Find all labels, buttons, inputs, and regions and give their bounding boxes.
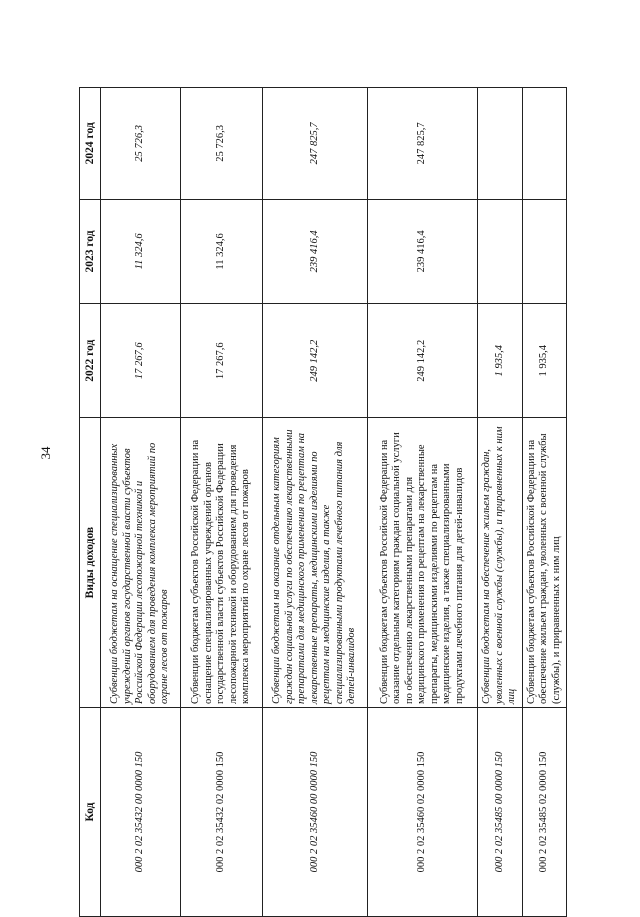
header-code: Код <box>80 707 101 916</box>
cell-2023: 239 416,4 <box>263 199 368 304</box>
cell-code: 000 2 02 35432 00 0000 150 <box>101 707 181 916</box>
table-row <box>263 88 368 917</box>
cell-code: 000 2 02 35485 02 0000 150 <box>523 707 567 916</box>
page-number: 34 <box>38 446 53 460</box>
cell-desc: Субвенции бюджетам субъектов Российской Федерации на оснащение специализированных учреждений органов государственной власти субъектов Российской Федерации лесопожарной техникой и оборудованием для проведения комплекса мероприятий по охране лесов от пожаров <box>181 418 263 708</box>
cell-code: 000 2 02 35485 00 0000 150 <box>478 707 523 916</box>
table-row <box>181 88 263 917</box>
header-2023: 2023 год <box>80 199 101 304</box>
cell-2023: 11 324,6 <box>181 199 263 304</box>
table-row <box>368 88 478 917</box>
cell-2022: 17 267,6 <box>101 304 181 418</box>
header-desc: Виды доходов <box>80 418 101 708</box>
cell-desc: Субвенции бюджетам на оснащение специализированных учреждений органов государственной власти субъектов Российской Федерации лесопожарной техникой и оборудованием для проведения комплекса мероприятий по охране лесов от пожаров <box>101 418 181 708</box>
cell-code: 000 2 02 35460 02 0000 150 <box>368 707 478 916</box>
cell-2024: 25 726,3 <box>101 88 181 200</box>
cell-2023 <box>478 199 523 304</box>
header-2022: 2022 год <box>80 304 101 418</box>
cell-code: 000 2 02 35460 00 0000 150 <box>263 707 368 916</box>
table-wrapper <box>79 87 562 917</box>
table-header-row <box>80 88 101 917</box>
cell-2024: 247 825,7 <box>368 88 478 200</box>
cell-2022: 1 935,4 <box>523 304 567 418</box>
cell-desc: Субвенции бюджетам субъектов Российской Федерации на обеспечение жильем граждан, уволенных с военной службы (службы), и приравненных к ним лиц <box>523 418 567 708</box>
rotated-table-container <box>79 87 562 917</box>
table-row <box>101 88 181 917</box>
cell-2022: 17 267,6 <box>181 304 263 418</box>
revenue-table <box>79 87 567 917</box>
cell-2023: 11 324,6 <box>101 199 181 304</box>
table-row <box>478 88 523 917</box>
cell-desc: Субвенции бюджетам на обеспечение жильем граждан, уволенных с военной службы (службы), и приравненных к ним лиц <box>478 418 523 708</box>
cell-2024 <box>523 88 567 200</box>
table-row <box>523 88 567 917</box>
cell-2024: 247 825,7 <box>263 88 368 200</box>
cell-2023: 239 416,4 <box>368 199 478 304</box>
cell-2024: 25 726,3 <box>181 88 263 200</box>
cell-2023 <box>523 199 567 304</box>
cell-2024 <box>478 88 523 200</box>
header-2024: 2024 год <box>80 88 101 200</box>
cell-2022: 249 142,2 <box>263 304 368 418</box>
cell-desc: Субвенции бюджетам на оказание отдельным категориям граждан социальной услуги по обеспечению лекарственными препаратами для медицинского применения по рецептам на лекарственные препараты, медицинскими изделиями по рецептам на медицинские изделия, а также специализированными продуктами лечебного питания для детей-инвалидов <box>263 418 368 708</box>
cell-2022: 1 935,4 <box>478 304 523 418</box>
cell-code: 000 2 02 35432 02 0000 150 <box>181 707 263 916</box>
cell-desc: Субвенции бюджетам субъектов Российской Федерации на оказание отдельным категориям граждан социальной услуги по обеспечению лекарственными препаратами для медицинского применения по рецептам на лекарственные препараты, медицинскими изделиями по рецептам на медицинские изделия, а также специализированными продуктами лечебного питания для детей-инвалидов <box>368 418 478 708</box>
cell-2022: 249 142,2 <box>368 304 478 418</box>
